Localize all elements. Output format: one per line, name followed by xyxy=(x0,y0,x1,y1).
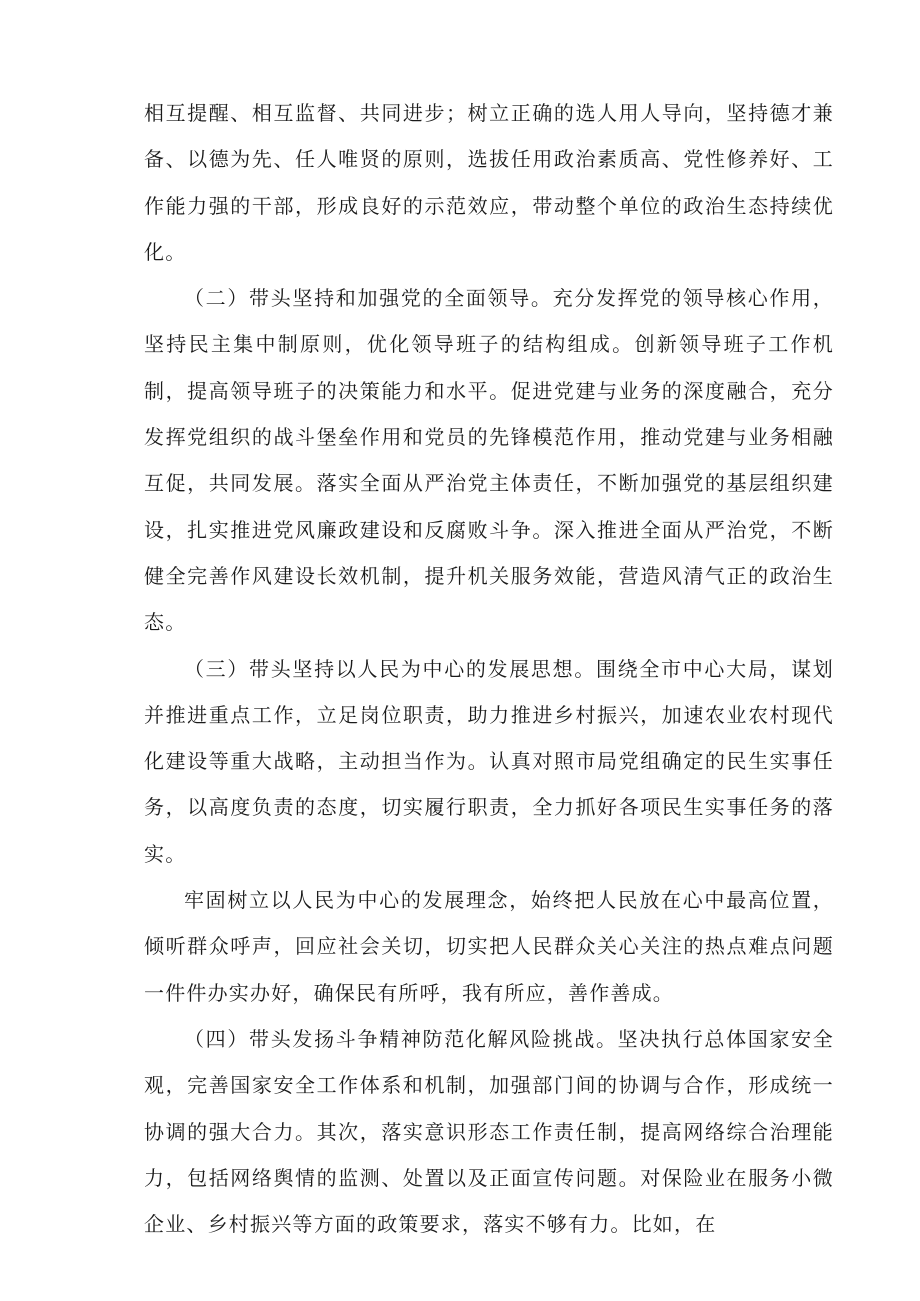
paragraph-party-leadership: （二）带头坚持和加强党的全面领导。充分发挥党的领导核心作用，坚持民主集中制原则，优化领导班子的结构组成。创新领导班子工作机制，提高领导班子的决策能力和水平。促进党建与业务的深度融合，充分发挥党组织的战斗堡垒作用和党员的先锋模范作用，推动党建与业务相融互促，共同发展。落实全面从严治党主体责任，不断加强党的基层组织建设，扎实推进党风廉政建设和反腐败斗争。深入推进全面从严治党，不断健全完善作风建设长效机制，提升机关服务效能，营造风清气正的政治生态。 xyxy=(144,286,834,635)
paragraph-people-centered: （三）带头坚持以人民为中心的发展思想。围绕全市中心大局，谋划并推进重点工作，立足岗位职责，助力推进乡村振兴，加速农业农村现代化建设等重大战略，主动担当作为。认真对照市局党组确定的民生实事任务，以高度负责的态度，切实履行职责，全力抓好各项民生实事任务的落实。 xyxy=(144,656,834,866)
paragraph-risk-prevention: （四）带头发扬斗争精神防范化解风险挑战。坚决执行总体国家安全观，完善国家安全工作体系和机制，加强部门间的协调与合作，形成统一协调的强大合力。其次，落实意识形态工作责任制，提高网络综合治理能力，包括网络舆情的监测、处置以及正面宣传问题。对保险业在服务小微企业、乡村振兴等方面的政策要求，落实不够有力。比如，在 xyxy=(144,1026,834,1237)
paragraph-selection-principles: 相互提醒、相互监督、共同进步；树立正确的选人用人导向，坚持德才兼备、以德为先、任人唯贤的原则，选拔任用政治素质高、党性修养好、工作能力强的干部，形成良好的示范效应，带动整个单位的政治生态持续优化。 xyxy=(144,101,834,264)
document-body xyxy=(144,90,834,1247)
paragraph-people-first-concept: 牢固树立以人民为中心的发展理念，始终把人民放在心中最高位置，倾听群众呼声，回应社会关切，切实把人民群众关心关注的热点难点问题一件件办实办好，确保民有所呼，我有所应，善作善成。 xyxy=(144,888,834,1005)
